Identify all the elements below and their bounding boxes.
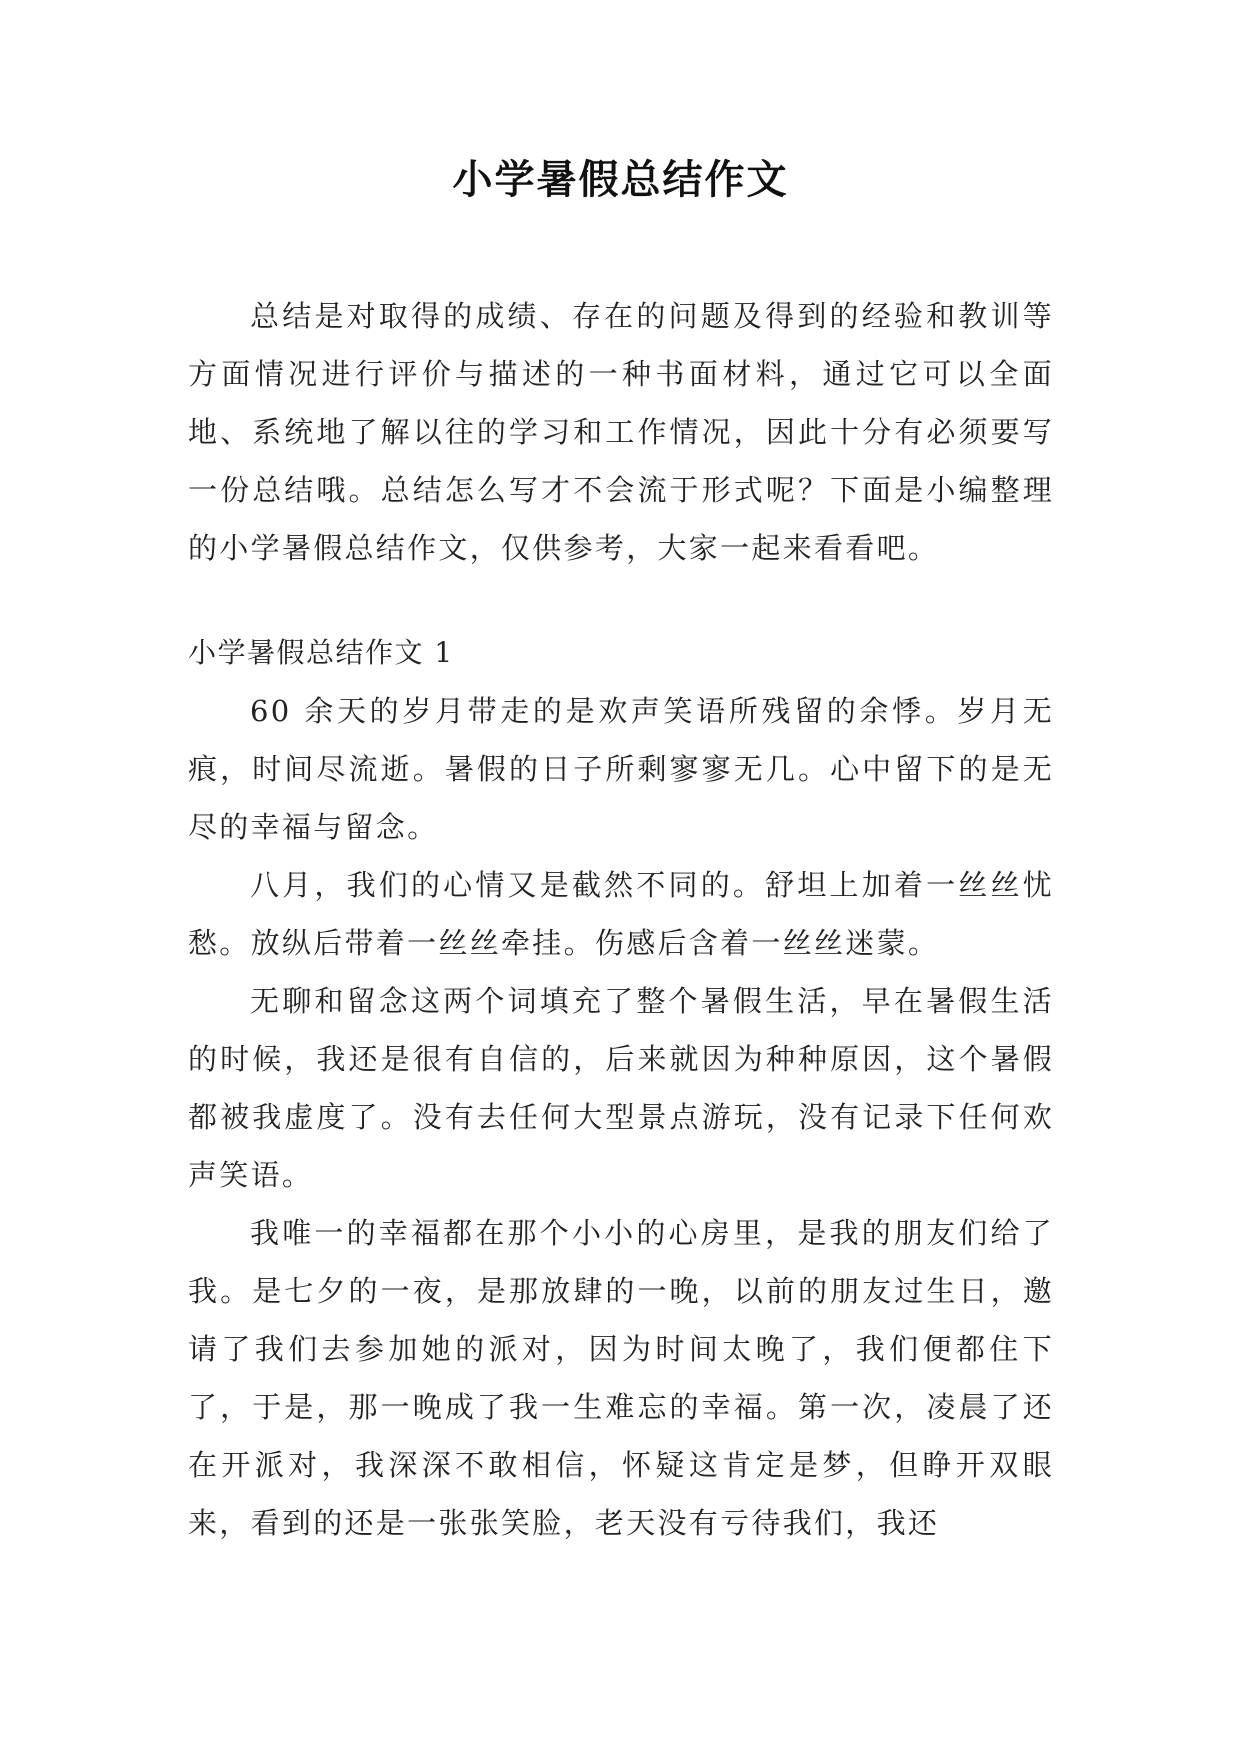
- document-body: [188, 287, 1054, 1552]
- spacer: [188, 577, 1054, 624]
- body-paragraph: 无聊和留念这两个词填充了整个暑假生活，早在暑假生活的时候，我还是很有自信的，后来就因为种种原因，这个暑假都被我虚度了。没有去任何大型景点游玩，没有记录下任何欢声笑语。: [188, 984, 1054, 1192]
- body-paragraph: 八月，我们的心情又是截然不同的。舒坦上加着一丝丝忧愁。放纵后带着一丝丝牵挂。伤感后含着一丝丝迷蒙。: [188, 868, 1054, 960]
- section-heading: 小学暑假总结作文 1: [188, 636, 454, 669]
- body-paragraph: 我唯一的幸福都在那个小小的心房里，是我的朋友们给了我。是七夕的一夜，是那放肆的一晚，以前的朋友过生日，邀请了我们去参加她的派对，因为时间太晚了，我们便都住下了，于是，那一晚成了我一生难忘的幸福。第一次，凌晨了还在开派对，我深深不敢相信，怀疑这肯定是梦，但睁开双眼来，看到的还是一张张笑脸，老天没有亏待我们，我还: [188, 1216, 1054, 1540]
- document-title: 小学暑假总结作文: [452, 156, 789, 203]
- body-paragraph: 60 余天的岁月带走的是欢声笑语所残留的余悸。岁月无痕，时间尽流逝。暑假的日子所剩寥寥无几。心中留下的是无尽的幸福与留念。: [188, 694, 1054, 844]
- intro-paragraph: 总结是对取得的成绩、存在的问题及得到的经验和教训等方面情况进行评价与描述的一种书面材料，通过它可以全面地、系统地了解以往的学习和工作情况，因此十分有必须要写一份总结哦。总结怎么写才不会流于形式呢？下面是小编整理的小学暑假总结作文，仅供参考，大家一起来看看吧。: [188, 299, 1054, 565]
